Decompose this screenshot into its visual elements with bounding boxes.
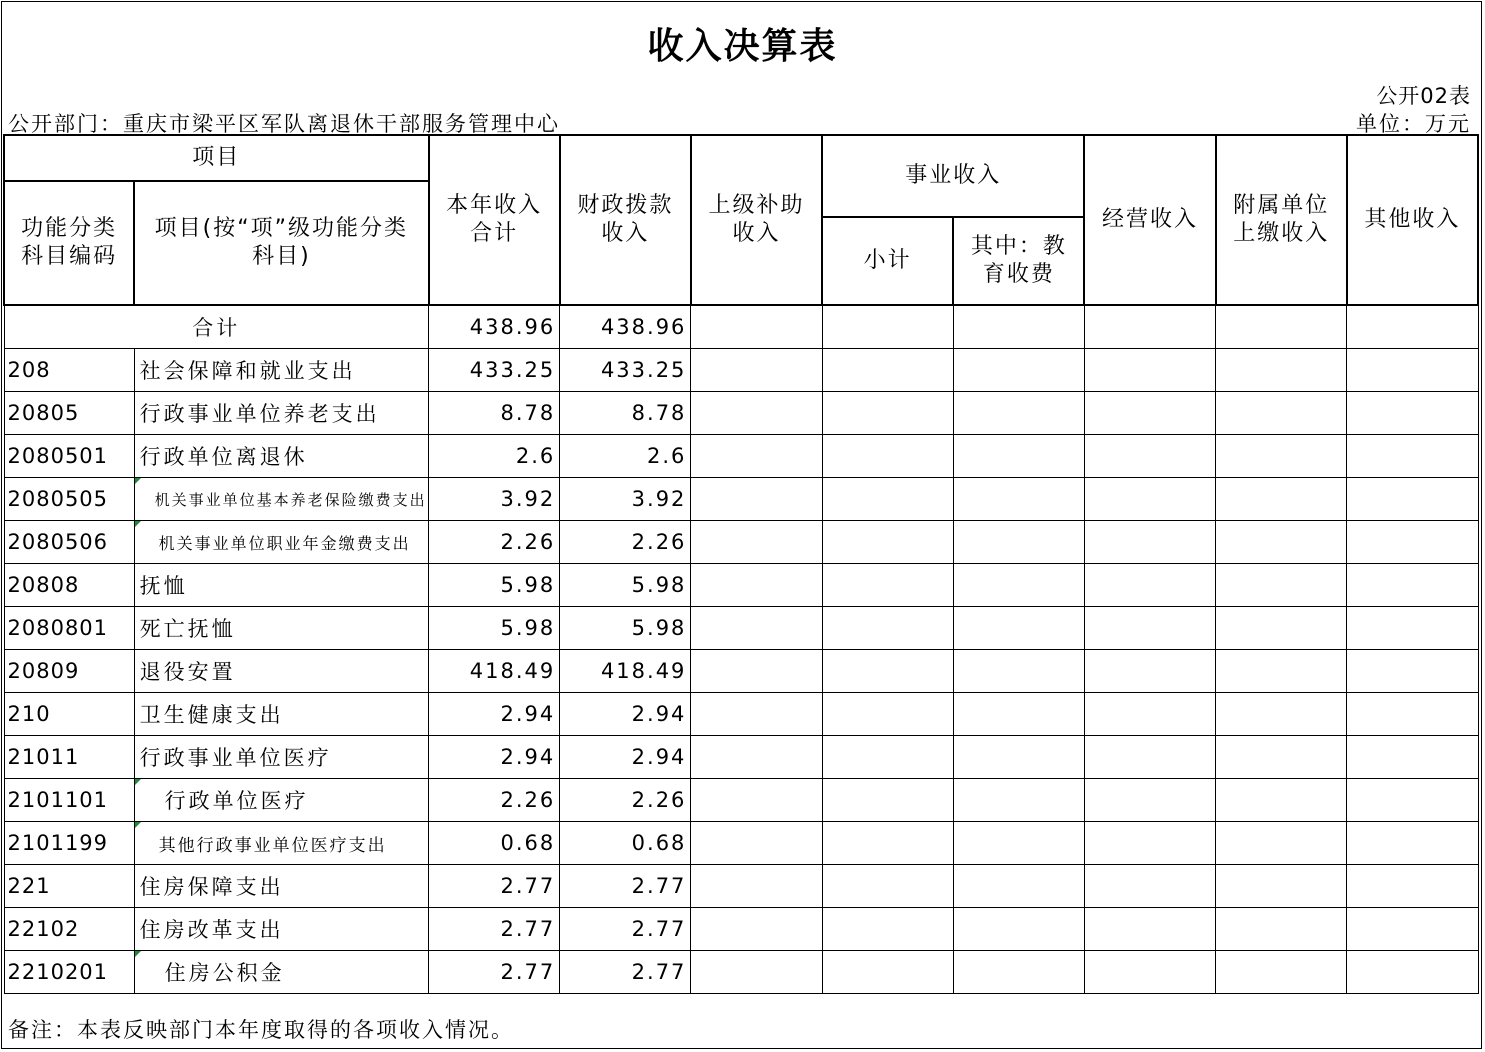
row-fiscal: 8.78: [560, 392, 691, 435]
table-row: [4, 908, 1478, 951]
table-row: [4, 392, 1478, 435]
row-name: 卫生健康支出: [134, 693, 428, 736]
footnote: 备注：本表反映部门本年度取得的各项收入情况。: [8, 1018, 514, 1042]
row-fiscal: 5.98: [560, 564, 691, 607]
row-code: 20805: [4, 392, 134, 435]
table-row: [4, 822, 1478, 865]
row-total: 2.94: [429, 736, 560, 779]
row-fiscal: 2.6: [560, 435, 691, 478]
table-row: [4, 435, 1478, 478]
row-code: 21011: [4, 736, 134, 779]
total-income: 438.96: [429, 305, 560, 349]
row-name: 行政事业单位医疗: [134, 736, 428, 779]
row-code: 2080501: [4, 435, 134, 478]
row-fiscal: 433.25: [560, 349, 691, 392]
row-total: 8.78: [429, 392, 560, 435]
row-code: 2080801: [4, 607, 134, 650]
row-fiscal: 2.94: [560, 736, 691, 779]
row-code: 2210201: [4, 951, 134, 994]
row-fiscal: 5.98: [560, 607, 691, 650]
header-affiliated: 附属单位上缴收入: [1216, 135, 1347, 305]
row-name: 行政单位医疗: [134, 779, 428, 822]
table-row: [4, 779, 1478, 822]
row-name: 抚恤: [134, 564, 428, 607]
row-total: 418.49: [429, 650, 560, 693]
table-row: [4, 865, 1478, 908]
header-subsidy: 上级补助收入: [691, 135, 822, 305]
row-name: 住房改革支出: [134, 908, 428, 951]
row-code: 2101199: [4, 822, 134, 865]
header-fiscal: 财政拨款收入: [560, 135, 691, 305]
row-fiscal: 2.77: [560, 865, 691, 908]
header-total: 本年收入合计: [429, 135, 560, 305]
row-total: 3.92: [429, 478, 560, 521]
row-total: 5.98: [429, 564, 560, 607]
income-table: [3, 134, 1479, 994]
table-row: [4, 607, 1478, 650]
row-fiscal: 2.94: [560, 693, 691, 736]
table-row: [4, 951, 1478, 994]
total-label: 合计: [4, 305, 429, 349]
row-code: 22102: [4, 908, 134, 951]
row-name: 其他行政事业单位医疗支出: [134, 822, 428, 865]
header-business-edu: 其中：教育收费: [953, 217, 1084, 305]
row-name: 行政单位离退休: [134, 435, 428, 478]
row-name: 退役安置: [134, 650, 428, 693]
header-name: 项目(按“项”级功能分类科目): [134, 181, 428, 305]
row-code: 2080505: [4, 478, 134, 521]
row-total: 2.26: [429, 779, 560, 822]
table-row: [4, 349, 1478, 392]
row-total: 433.25: [429, 349, 560, 392]
row-fiscal: 3.92: [560, 478, 691, 521]
table-row: [4, 650, 1478, 693]
header-other: 其他收入: [1347, 135, 1478, 305]
row-total: 0.68: [429, 822, 560, 865]
table-row-total: [4, 305, 1478, 349]
unit-label: 单位：万元: [1356, 112, 1471, 136]
row-code: 221: [4, 865, 134, 908]
row-fiscal: 2.77: [560, 908, 691, 951]
total-fiscal: 438.96: [560, 305, 691, 349]
row-fiscal: 418.49: [560, 650, 691, 693]
row-code: 2101101: [4, 779, 134, 822]
row-code: 210: [4, 693, 134, 736]
row-code: 20809: [4, 650, 134, 693]
row-total: 2.77: [429, 951, 560, 994]
row-name: 行政事业单位养老支出: [134, 392, 428, 435]
table-row: [4, 564, 1478, 607]
row-name: 社会保障和就业支出: [134, 349, 428, 392]
row-code: 208: [4, 349, 134, 392]
header-operating: 经营收入: [1084, 135, 1215, 305]
header-business-subtotal: 小计: [822, 217, 953, 305]
table-row: [4, 521, 1478, 564]
row-total: 2.94: [429, 693, 560, 736]
row-total: 2.77: [429, 908, 560, 951]
row-fiscal: 2.26: [560, 779, 691, 822]
row-code: 20808: [4, 564, 134, 607]
row-fiscal: 0.68: [560, 822, 691, 865]
row-name: 住房保障支出: [134, 865, 428, 908]
table-row: [4, 693, 1478, 736]
row-total: 5.98: [429, 607, 560, 650]
row-name: 机关事业单位基本养老保险缴费支出: [134, 478, 428, 521]
row-total: 2.77: [429, 865, 560, 908]
department-label: 公开部门：重庆市梁平区军队离退休干部服务管理中心: [8, 112, 560, 136]
page-title: 收入决算表: [647, 26, 838, 67]
form-number: 公开02表: [1376, 84, 1471, 108]
header-business-group: 事业收入: [822, 135, 1084, 217]
header-project-group: 项目: [4, 135, 429, 181]
table-row: [4, 478, 1478, 521]
header-code: 功能分类科目编码: [4, 181, 134, 305]
row-fiscal: 2.26: [560, 521, 691, 564]
row-total: 2.6: [429, 435, 560, 478]
row-name: 死亡抚恤: [134, 607, 428, 650]
row-name: 机关事业单位职业年金缴费支出: [134, 521, 428, 564]
row-name: 住房公积金: [134, 951, 428, 994]
row-fiscal: 2.77: [560, 951, 691, 994]
table-row: [4, 736, 1478, 779]
row-code: 2080506: [4, 521, 134, 564]
row-total: 2.26: [429, 521, 560, 564]
